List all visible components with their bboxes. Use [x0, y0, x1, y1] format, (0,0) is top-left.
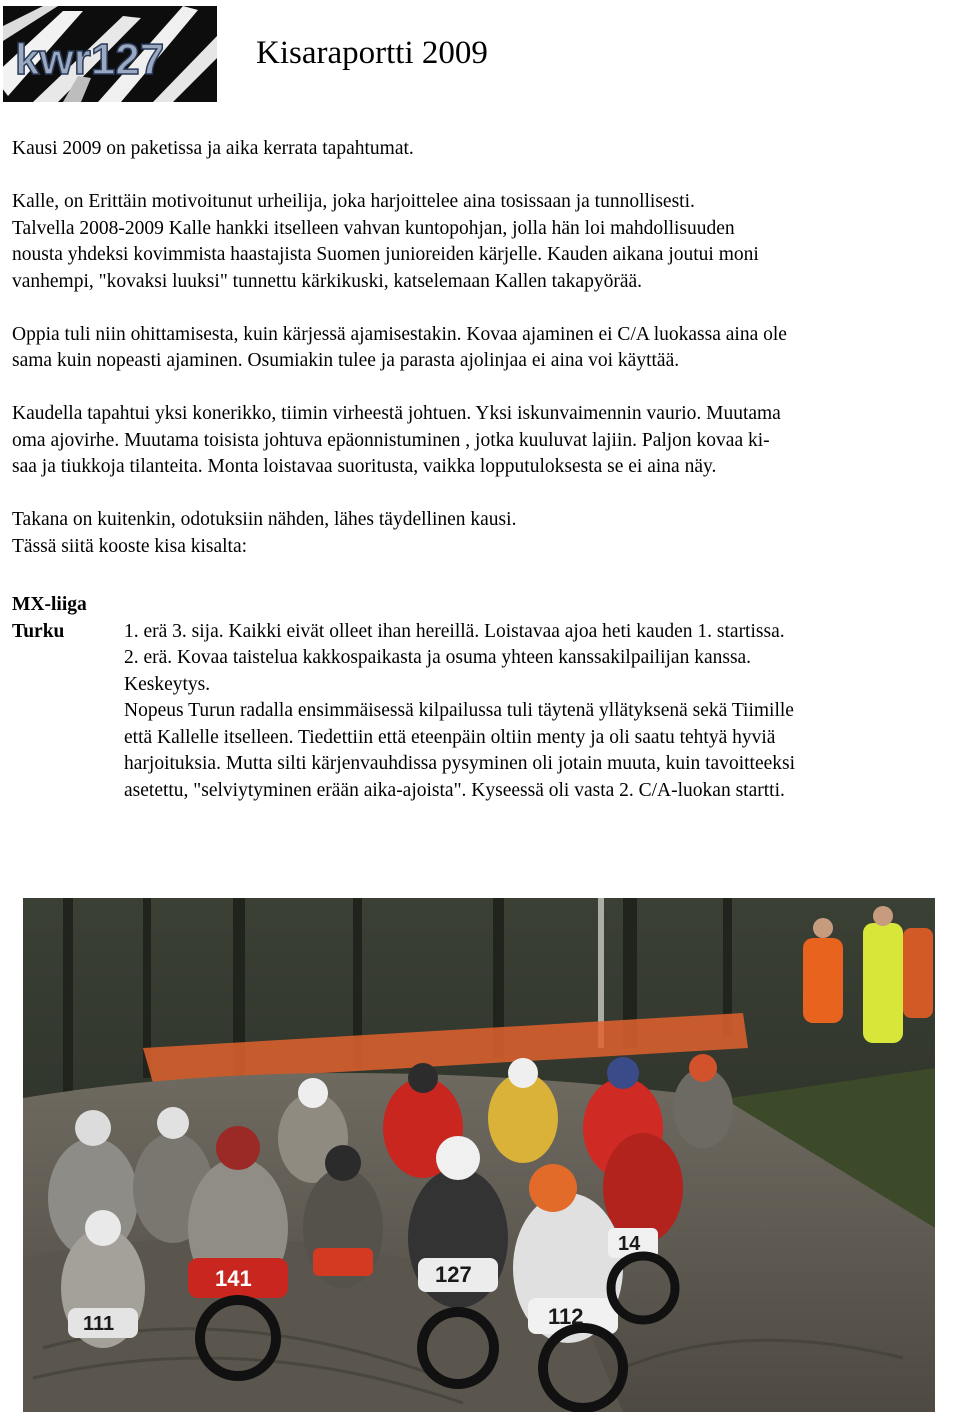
plate-number: 141 — [215, 1266, 252, 1291]
text-line: Tässä siitä kooste kisa kisalta: — [12, 535, 248, 557]
text-line: saa ja tiukkoja tilanteita. Monta loistavaa suoritusta, vaikka lopputuloksesta se ei aina näy. — [12, 456, 717, 477]
text-line: Oppia tuli niin ohittamisesta, kuin kärjessä ajamisestakin. Kovaa ajaminen ei C/A luokassa aina ole — [12, 323, 787, 345]
logo-graphic — [3, 6, 217, 102]
text-line: vanhempi, "kovaksi luuksi" tunnettu kärkikuski, katselemaan Kallen takapyörää. — [12, 270, 643, 292]
race-series: MX-liiga — [12, 594, 87, 615]
race-place: Turku — [12, 620, 65, 642]
plate-number: 111 — [83, 1313, 115, 1335]
text-line: sama kuin nopeasti ajaminen. Osumiakin tulee ja parasta ajolinjaa ei aina voi käyttää. — [12, 350, 680, 371]
race-photo — [23, 898, 935, 1412]
text-line: Kausi 2009 on paketissa ja aika kerrata tapahtumat. — [12, 138, 414, 159]
race-line: harjoituksia. Mutta silti kärjenvauhdissa pysyminen oli jotain muuta, kuin tavoitteeksi — [124, 753, 796, 774]
race-line: 1. erä 3. sija. Kaikki eivät olleet ihan hereillä. Loistavaa ajoa heti kauden 1. startissa. — [124, 620, 785, 642]
race-line: 2. erä. Kovaa taistelua kakkospaikasta ja osuma yhteen kanssakilpailijan kanssa. — [124, 647, 752, 668]
race-line: asetettu, "selviytyminen erään aika-ajoista". Kyseessä oli vasta 2. C/A-luokan startti. — [124, 779, 785, 801]
paragraph-motivation — [12, 189, 958, 295]
text-line: Takana on kuitenkin, odotuksiin nähden, lähes täydellinen kausi. — [12, 509, 517, 530]
intro-paragraph — [12, 136, 958, 163]
plate-number: 127 — [435, 1262, 472, 1287]
race-line: Nopeus Turun radalla ensimmäisessä kilpailussa tuli täytenä yllätyksenä sekä Tiimille — [124, 700, 794, 721]
text-line: Kalle, on Erittäin motivoitunut urheilija, joka harjoittelee aina tosissaan ja tunnollisesti. — [12, 191, 695, 212]
text-line: Talvella 2008-2009 Kalle hankki itselleen vahvan kuntopohjan, jolla hän loi mahdollisuuden — [12, 217, 735, 239]
text-line: oma ajovirhe. Muutama toisista johtuva epäonnistuminen , jotka kuuluvat lajiin. Paljon kovaa ki- — [12, 429, 770, 451]
paragraph-season-events — [12, 401, 958, 481]
text-line: nousta yhdeksi kovimmista haastajista Suomen junioreiden kärjelle. Kauden aikana joutui moni — [12, 244, 759, 265]
text-line: Kaudella tapahtui yksi konerikko, tiimin virheestä johtuen. Yksi iskunvaimennin vaurio. Muutama — [12, 403, 781, 424]
paragraph-summary — [12, 507, 958, 560]
paragraph-learning — [12, 322, 958, 375]
report-body — [12, 136, 958, 587]
logo — [3, 6, 217, 102]
page-title: Kisaraportti 2009 — [256, 35, 488, 71]
race-report — [124, 619, 958, 805]
race-line: Keskeytys. — [124, 673, 211, 695]
plate-number: 14 — [618, 1233, 641, 1255]
plate-number: 112 — [548, 1304, 584, 1329]
logo-text: kwr127 — [15, 35, 165, 84]
race-line: että Kallelle itselleen. Tiedettiin että eteenpäin oltiin menty ja oli saatu tehtyä hyviä — [124, 726, 776, 748]
motocross-photo-illustration — [23, 898, 935, 1412]
